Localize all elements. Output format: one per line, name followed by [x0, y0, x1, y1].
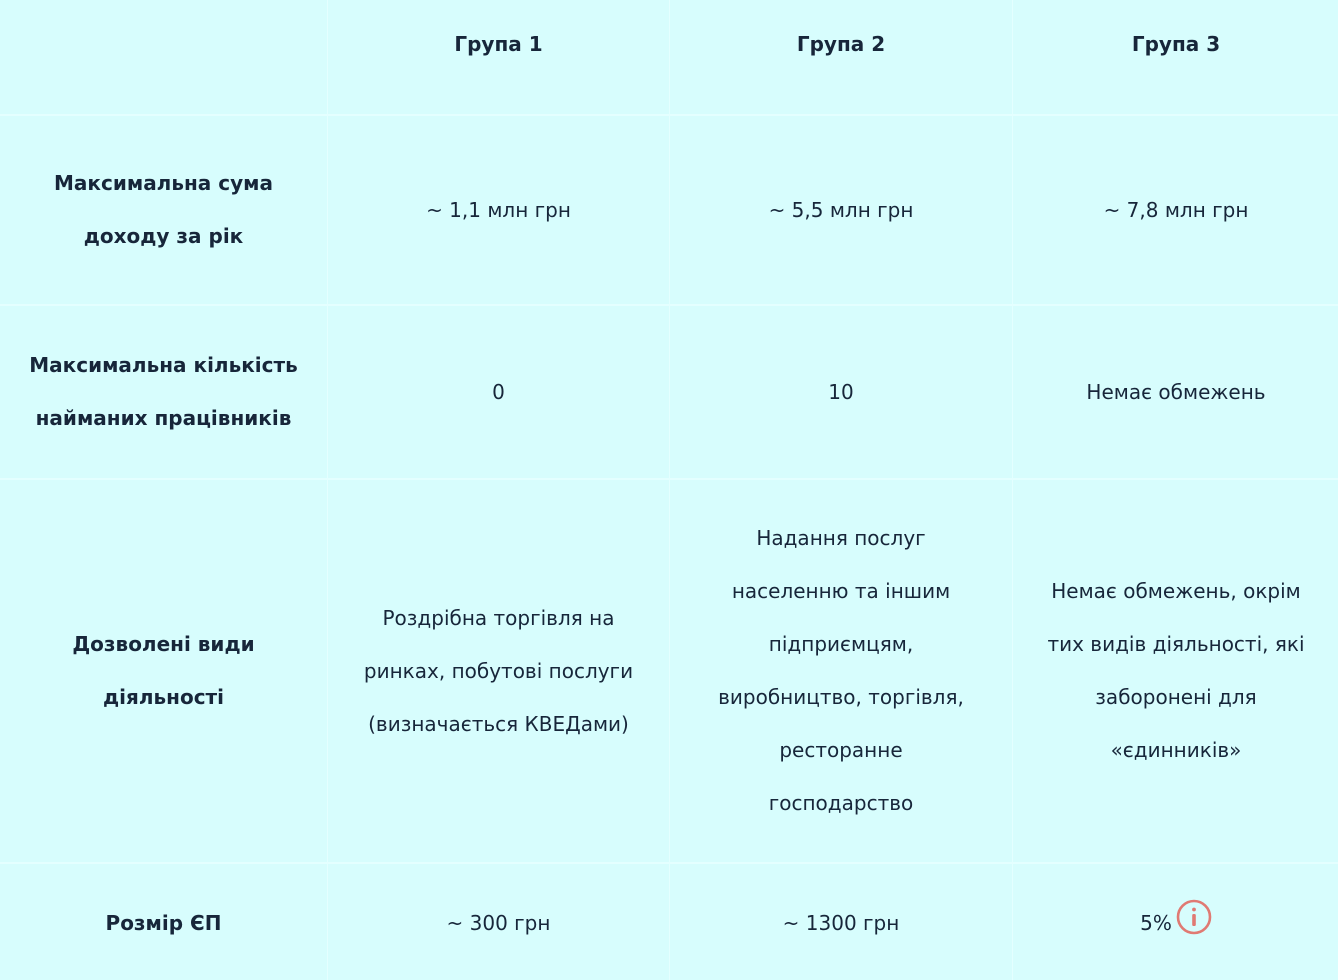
info-icon[interactable] — [1176, 899, 1212, 935]
cell-max-income-group-3: ~ 7,8 млн грн — [1103, 197, 1249, 222]
row-label-allowed-activities: Дозволені види діяльності — [72, 632, 255, 709]
cell-single-tax-size-group-3 — [1013, 864, 1338, 980]
header-group-3: Група 3 — [1131, 32, 1221, 56]
cell-single-tax-size-group-1: ~ 300 грн — [446, 910, 551, 935]
cell-max-employees-group-3: Немає обмежень — [1086, 379, 1266, 404]
cell-max-employees-group-1: 0 — [492, 379, 505, 404]
tax-value-wrapper: 5% — [1140, 897, 1212, 950]
cell-single-tax-size-group-2: ~ 1300 грн — [782, 910, 900, 935]
cell-max-employees-group-2: 10 — [828, 379, 854, 404]
cell-allowed-activities-group-3: Немає обмежень, окрім тих видів діяльності, які заборонені для «єдинників» — [1047, 579, 1305, 762]
cell-allowed-activities-group-2: Надання послуг населенню та іншим підприємцям, виробництво, торгівля, ресторанне господарство — [718, 526, 964, 815]
cell-allowed-activities-group-1: Роздрібна торгівля на ринках, побутові послуги (визначається КВЕДами) — [363, 605, 634, 736]
cell-max-income-group-1: ~ 1,1 млн грн — [426, 197, 571, 222]
cell-max-income-group-2: ~ 5,5 млн грн — [768, 197, 914, 222]
header-group-1: Група 1 — [454, 32, 543, 56]
row-label-max-employees: Максимальна кількість найманих працівників — [29, 353, 298, 430]
header-empty — [0, 0, 327, 114]
row-label-max-income: Максимальна сума доходу за рік — [54, 171, 273, 248]
row-label-single-tax-size: Розмір ЄП — [105, 910, 222, 935]
header-group-2: Група 2 — [796, 32, 886, 56]
